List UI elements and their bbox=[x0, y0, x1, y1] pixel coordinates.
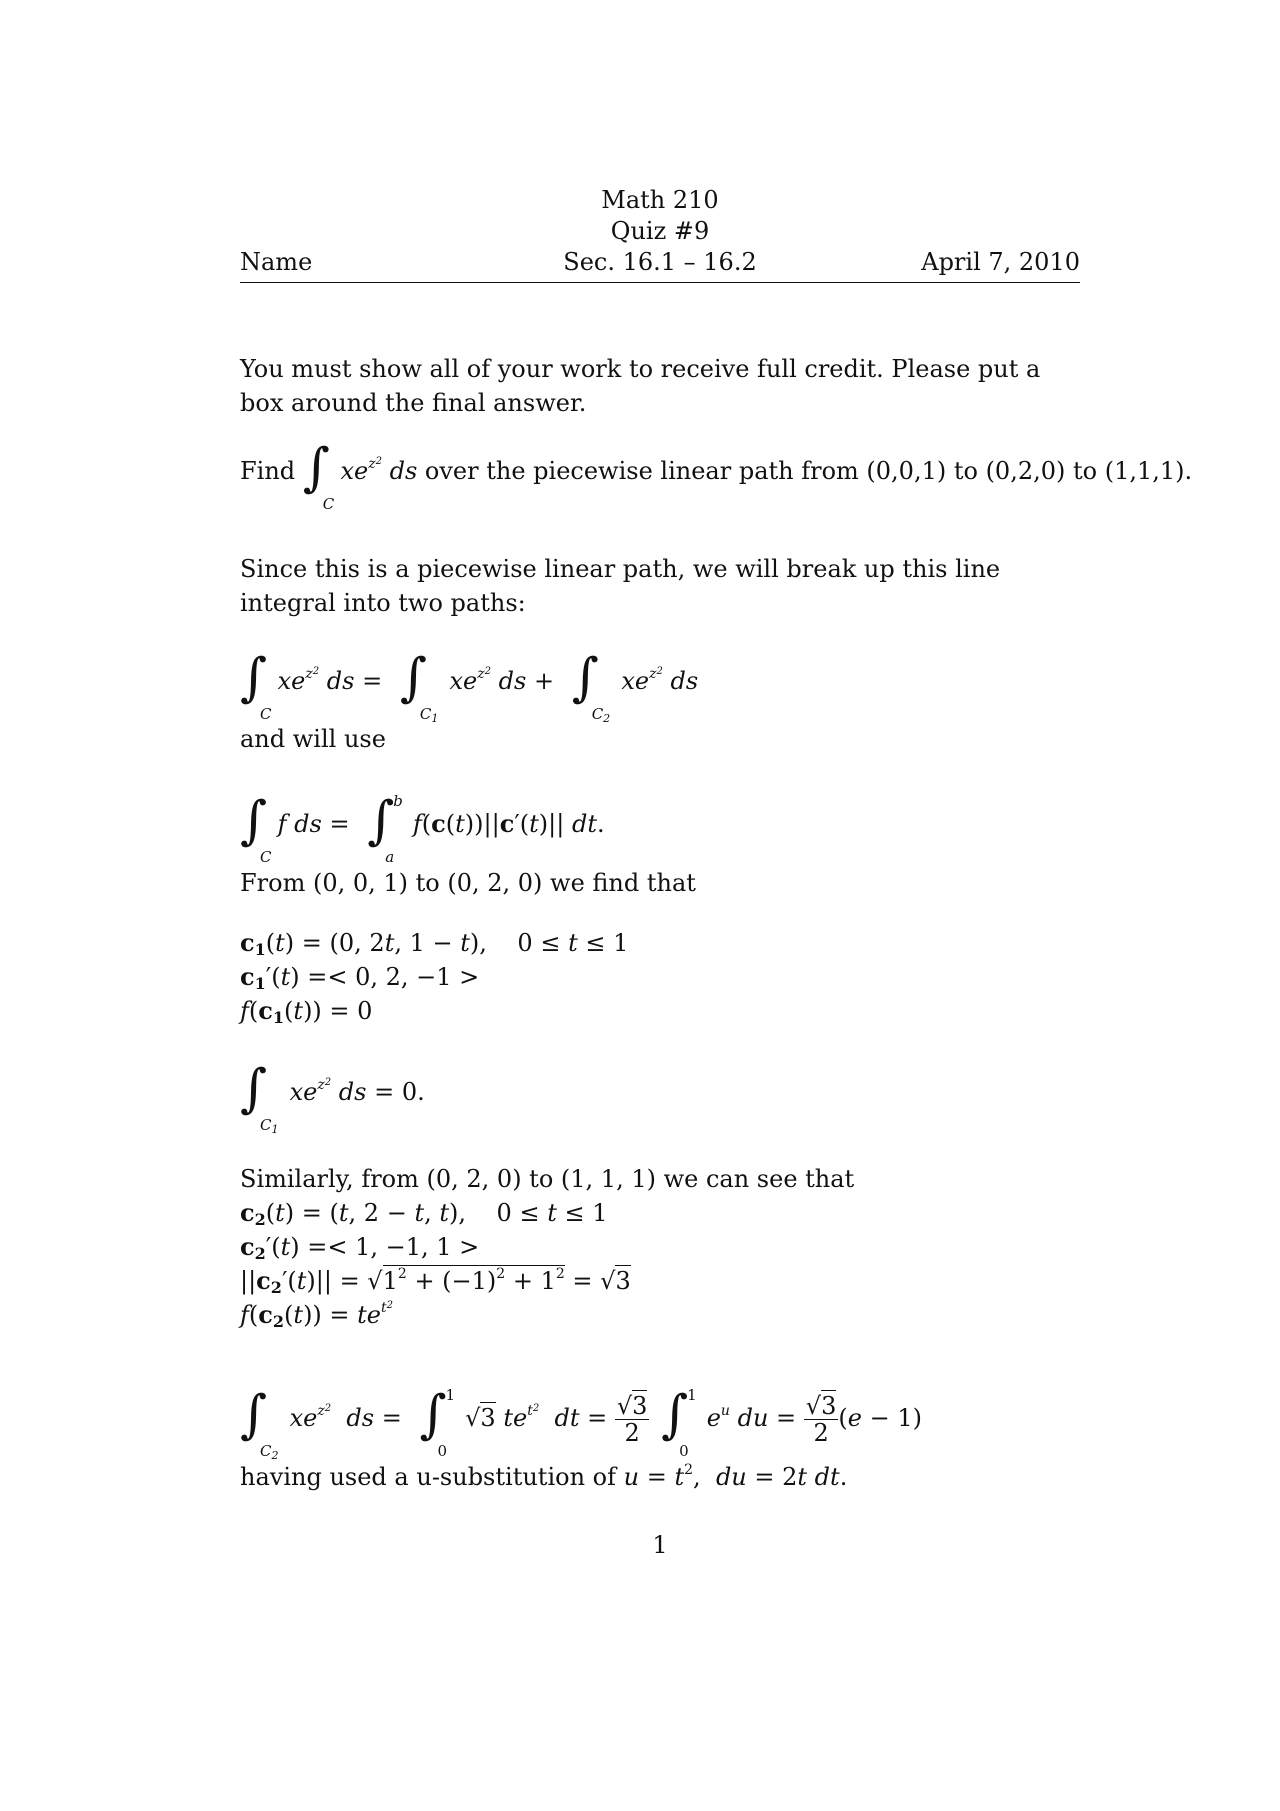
quiz-date: April 7, 2010 bbox=[921, 248, 1080, 276]
page-number: 1 bbox=[652, 1531, 668, 1559]
similarly-text: Similarly, from (0, 2, 0) to (1, 1, 1) we can see that bbox=[240, 1165, 855, 1193]
c2-derivative: $c_2'(t) =< 1$, −1, 1 > bbox=[240, 1232, 480, 1263]
quiz-sections: Sec. 16.1 – 16.2 bbox=[563, 248, 757, 276]
quiz-number: Quiz #9 bbox=[610, 217, 710, 245]
f-of-c2: $f(c_2(t)) = te^{t^2}$ bbox=[240, 1300, 394, 1331]
name-label: Name bbox=[240, 248, 313, 276]
line-integral-formula: ∫ C f ds = ∫ b a f(c(t))||c′(t)|| dt. bbox=[240, 791, 605, 866]
from-first-text: From (0, 0, 1) to (0, 2, 0) we find that bbox=[240, 869, 696, 897]
solution-intro: Since this is a piecewise linear path, we will break up this line integral into two paths: bbox=[240, 555, 1001, 617]
f-of-c1: $f(c_1(t)) = 0$ bbox=[240, 996, 373, 1027]
substitution-text: having used a u-substitution of bbox=[240, 1463, 616, 1491]
substitution-note: having used a u-substitution of $u = t^2$, du = 2t dt. bbox=[240, 1462, 848, 1491]
integral-sign: ∫ C bbox=[302, 438, 335, 513]
problem-statement bbox=[240, 438, 1193, 513]
instructions-text: You must show all of your work to receive full credit. Please put a box around the final answer. bbox=[240, 355, 1041, 417]
and-will-use-text: and will use bbox=[240, 725, 386, 753]
c2-speed: $||c_2'(t)|| = √1^2 + (-1)^2 + 1^2 = √3$ bbox=[240, 1266, 631, 1297]
problem-prefix: Find bbox=[240, 457, 296, 485]
c1-integral-result: ∫ $C_1$ $xe^{z^2}$ ds = 0. bbox=[240, 1059, 425, 1136]
c2-integral-computation: ∫ $C_2$ $xe^{z^2}$ ds = ∫ 1 0 √3 $te^{t^2}$ dt = $\frac{√3}{2}$ ∫ 1 0 $e^u$ du = $\frac{√3}{2}$ (e − 1) bbox=[240, 1385, 922, 1462]
quiz-header bbox=[240, 185, 1080, 283]
c2-definition: $c_2(t) = (t$, 2 − t, t), 0 ≤ t ≤ 1 bbox=[240, 1198, 608, 1229]
c1-definition: $c_1(t) = (0$, 2t, 1 − t), 0 ≤ t ≤ 1 bbox=[240, 928, 629, 959]
problem-suffix: over the piecewise linear path from (0,0,1) to (0,2,0) to (1,1,1). bbox=[424, 457, 1193, 485]
document-page bbox=[240, 0, 1193, 1811]
course-title: Math 210 bbox=[601, 186, 719, 214]
c1-derivative: $c_1'(t) =< 0$, 2, −1 > bbox=[240, 962, 480, 993]
split-integral-equation: ∫ C $xe^{z^2}$ ds = ∫ $C_1$ $xe^{z^2}$ ds + ∫ $C_2$ $xe^{z^2}$ ds bbox=[240, 648, 699, 725]
integrand: $xe^{z^2}$ ds bbox=[340, 456, 418, 485]
